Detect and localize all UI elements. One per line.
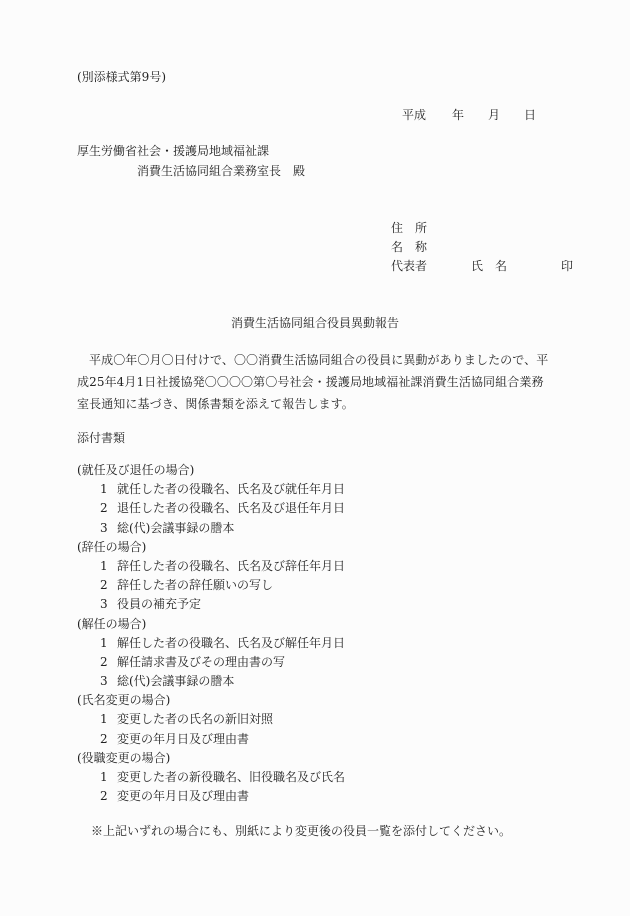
list-item: 2 辞任した者の辞任願いの写し xyxy=(100,578,274,593)
rep-name-label: 氏 名 xyxy=(471,259,508,273)
list-item: 2 変更の年月日及び理由書 xyxy=(100,789,250,804)
section-heading: (解任の場合) xyxy=(77,616,147,631)
section-heading: (役職変更の場合) xyxy=(77,750,171,765)
rep-label: 代表者 xyxy=(391,259,428,273)
addressee-line1: 厚生労働省社会・援護局地域福祉課 xyxy=(77,144,270,158)
date-line xyxy=(402,106,536,123)
date-day-label: 日 xyxy=(524,108,537,122)
sender-rep-row xyxy=(391,257,573,276)
list-item: 3 総(代)会議事録の謄本 xyxy=(100,520,235,535)
list-item: 3 総(代)会議事録の謄本 xyxy=(100,674,235,689)
list-item: 3 役員の補充予定 xyxy=(100,597,202,612)
list-item: 2 退任した者の役職名、氏名及び退任年月日 xyxy=(100,501,346,516)
sender-address-row xyxy=(391,219,573,238)
address-label: 住 所 xyxy=(391,221,428,235)
attachments-heading: 添付書類 xyxy=(77,431,126,445)
document-title: 消費生活協同組合役員異動報告 xyxy=(230,316,399,330)
sender-name-row xyxy=(391,238,573,257)
list-item: 1 変更した者の氏名の新旧対照 xyxy=(100,712,274,727)
section-heading: (氏名変更の場合) xyxy=(77,693,171,708)
date-month-label: 月 xyxy=(488,108,501,122)
list-item: 2 変更の年月日及び理由書 xyxy=(100,731,250,746)
addressee-line2: 消費生活協同組合業務室長 殿 xyxy=(137,164,306,178)
attachments-list xyxy=(77,461,345,806)
name-label: 名 称 xyxy=(391,240,428,254)
list-item: 1 辞任した者の役職名、氏名及び辞任年月日 xyxy=(100,558,346,573)
list-item: 1 解任した者の役職名、氏名及び解任年月日 xyxy=(100,635,346,650)
date-era: 平成 xyxy=(402,108,427,122)
sender-block xyxy=(391,219,573,276)
body-paragraph: 平成〇年〇月〇日付けで、〇〇消費生活協同組合の役員に異動がありましたので、平成25年4月1日社援協発〇〇〇〇第〇号社会・援護局地域福祉課消費生活協同組合業務室長通知に基づき、関係書類を添えて報告します。 xyxy=(77,353,549,411)
list-item: 1 変更した者の新役職名、旧役職名及び氏名 xyxy=(100,770,346,784)
section-heading: (辞任の場合) xyxy=(77,539,147,554)
list-item: 1 就任した者の役職名、氏名及び就任年月日 xyxy=(100,482,346,497)
seal-label: 印 xyxy=(561,259,574,273)
form-number: (別添様式第9号) xyxy=(77,70,166,84)
footnote: ※上記いずれの場合にも、別紙により変更後の役員一覧を添付してください。 xyxy=(91,824,512,838)
list-item: 2 解任請求書及びその理由書の写 xyxy=(100,654,286,669)
date-year-label: 年 xyxy=(452,108,465,122)
section-heading: (就任及び退任の場合) xyxy=(77,463,195,477)
